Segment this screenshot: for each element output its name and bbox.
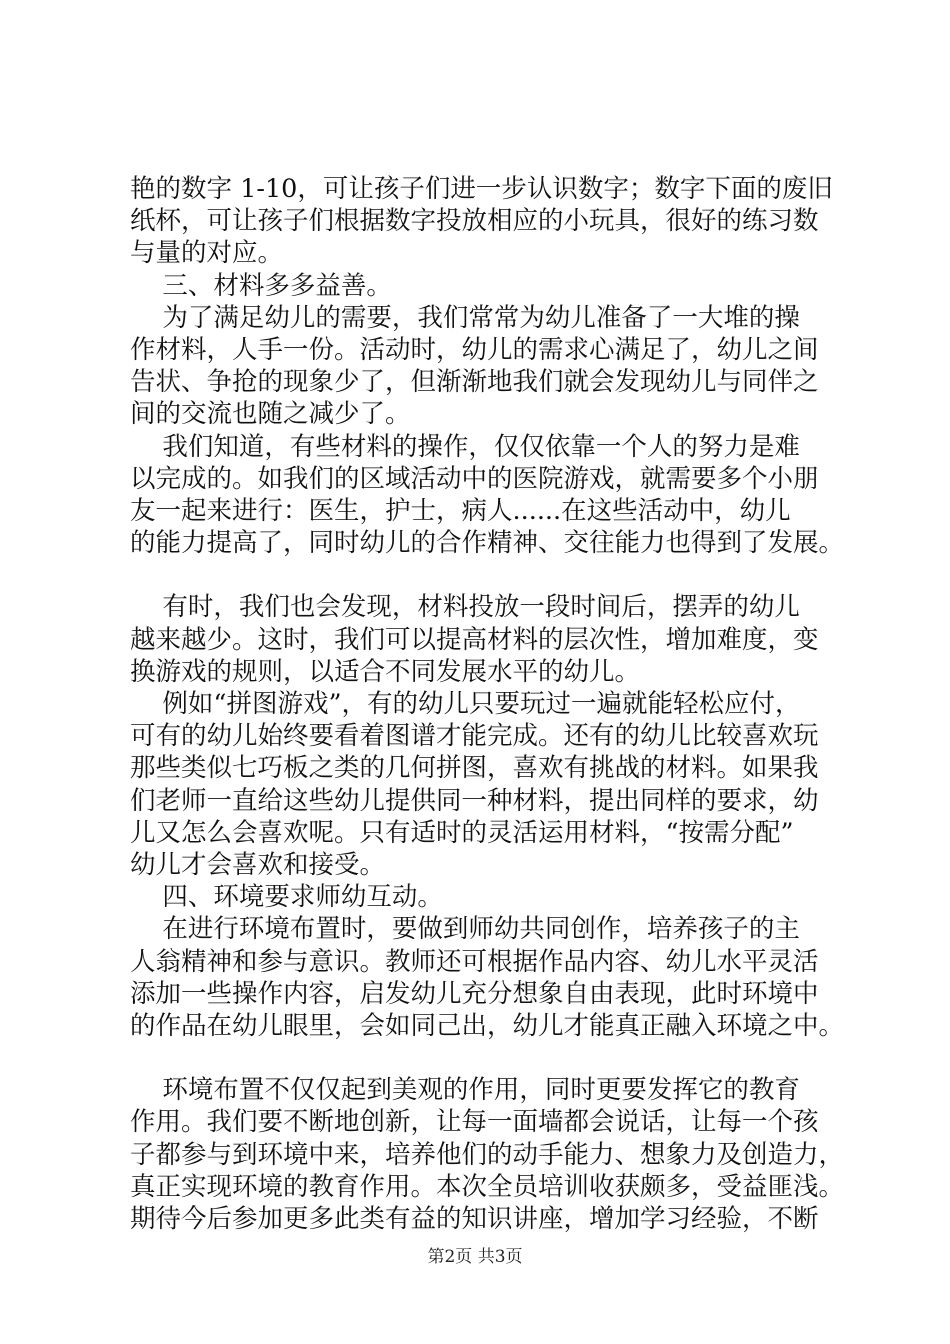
text-line: 越来越少。这时，我们可以提高材料的层次性，增加难度，变 — [130, 624, 819, 655]
text-line: 那些类似七巧板之类的几何拼图，喜欢有挑战的材料。如果我 — [130, 753, 819, 784]
text-line: 间的交流也随之减少了。 — [130, 399, 411, 430]
page-footer: 第2页 共3页 — [427, 1247, 523, 1267]
text-line: 期待今后参加更多此类有益的知识讲座，增加学习经验，不断 — [130, 1204, 819, 1234]
text-line: 在进行环境布置时，要做到师幼共同创作，培养孩子的主 — [130, 914, 800, 945]
text-line: 以完成的。如我们的区域活动中的医院游戏，就需要多个小朋 — [130, 463, 819, 494]
text-line: 与量的对应。 — [130, 238, 284, 269]
text-line: 作材料，人手一份。活动时，幼儿的需求心满足了，幼儿之间 — [130, 334, 819, 365]
text-line: 的作品在幼儿眼里，会如同己出，幼儿才能真正融入环境之中。 — [130, 1010, 845, 1041]
text-line: 的能力提高了，同时幼儿的合作精神、交往能力也得到了发展。 — [130, 528, 845, 559]
text-line: 们老师一直给这些幼儿提供同一种材料，提出同样的要求，幼 — [130, 785, 819, 816]
text-line: 换游戏的规则，以适合不同发展水平的幼儿。 — [130, 656, 641, 687]
text-line: 真正实现环境的教育作用。本次全员培训收获颇多，受益匪浅。 — [130, 1171, 845, 1202]
text-line: 友一起来进行：医生，护士，病人......在这些活动中，幼儿 — [130, 495, 791, 526]
text-line: 有时，我们也会发现，材料投放一段时间后，摆弄的幼儿 — [130, 592, 800, 623]
blank-line — [130, 1042, 846, 1074]
document-body — [130, 173, 846, 1235]
text-line: 环境布置不仅仅起到美观的作用，同时更要发挥它的教育 — [130, 1075, 800, 1106]
blank-line — [130, 559, 846, 591]
text-line: 幼儿才会喜欢和接受。 — [130, 849, 386, 880]
text-line: 人翁精神和参与意识。教师还可根据作品内容、幼儿水平灵活 — [130, 946, 819, 977]
text-line: 艳的数字 1-10，可让孩子们进一步认识数字；数字下面的废旧 — [130, 174, 833, 204]
text-line: 我们知道，有些材料的操作，仅仅依靠一个人的努力是难 — [130, 431, 800, 462]
text-line: 例如“拼图游戏”，有的幼儿只要玩过一遍就能轻松应付， — [130, 689, 801, 719]
text-line: 告状、争抢的现象少了，但渐渐地我们就会发现幼儿与同伴之 — [130, 367, 819, 398]
text-line: 四、环境要求师幼互动。 — [130, 882, 443, 913]
text-line: 三、材料多多益善。 — [130, 270, 392, 301]
text-line: 为了满足幼儿的需要，我们常常为幼儿准备了一大堆的操 — [130, 302, 800, 333]
text-line: 纸杯，可让孩子们根据数字投放相应的小玩具，很好的练习数 — [130, 206, 819, 237]
text-line: 子都参与到环境中来，培养他们的动手能力、想象力及创造力， — [130, 1139, 845, 1170]
text-line: 作用。我们要不断地创新，让每一面墙都会说话，让每一个孩 — [130, 1107, 819, 1138]
text-line: 可有的幼儿始终要看着图谱才能完成。还有的幼儿比较喜欢玩 — [130, 721, 819, 752]
text-line: 添加一些操作内容，启发幼儿充分想象自由表现，此时环境中 — [130, 978, 819, 1009]
text-line: 儿又怎么会喜欢呢。只有适时的灵活运用材料，“按需分配” — [130, 817, 794, 848]
